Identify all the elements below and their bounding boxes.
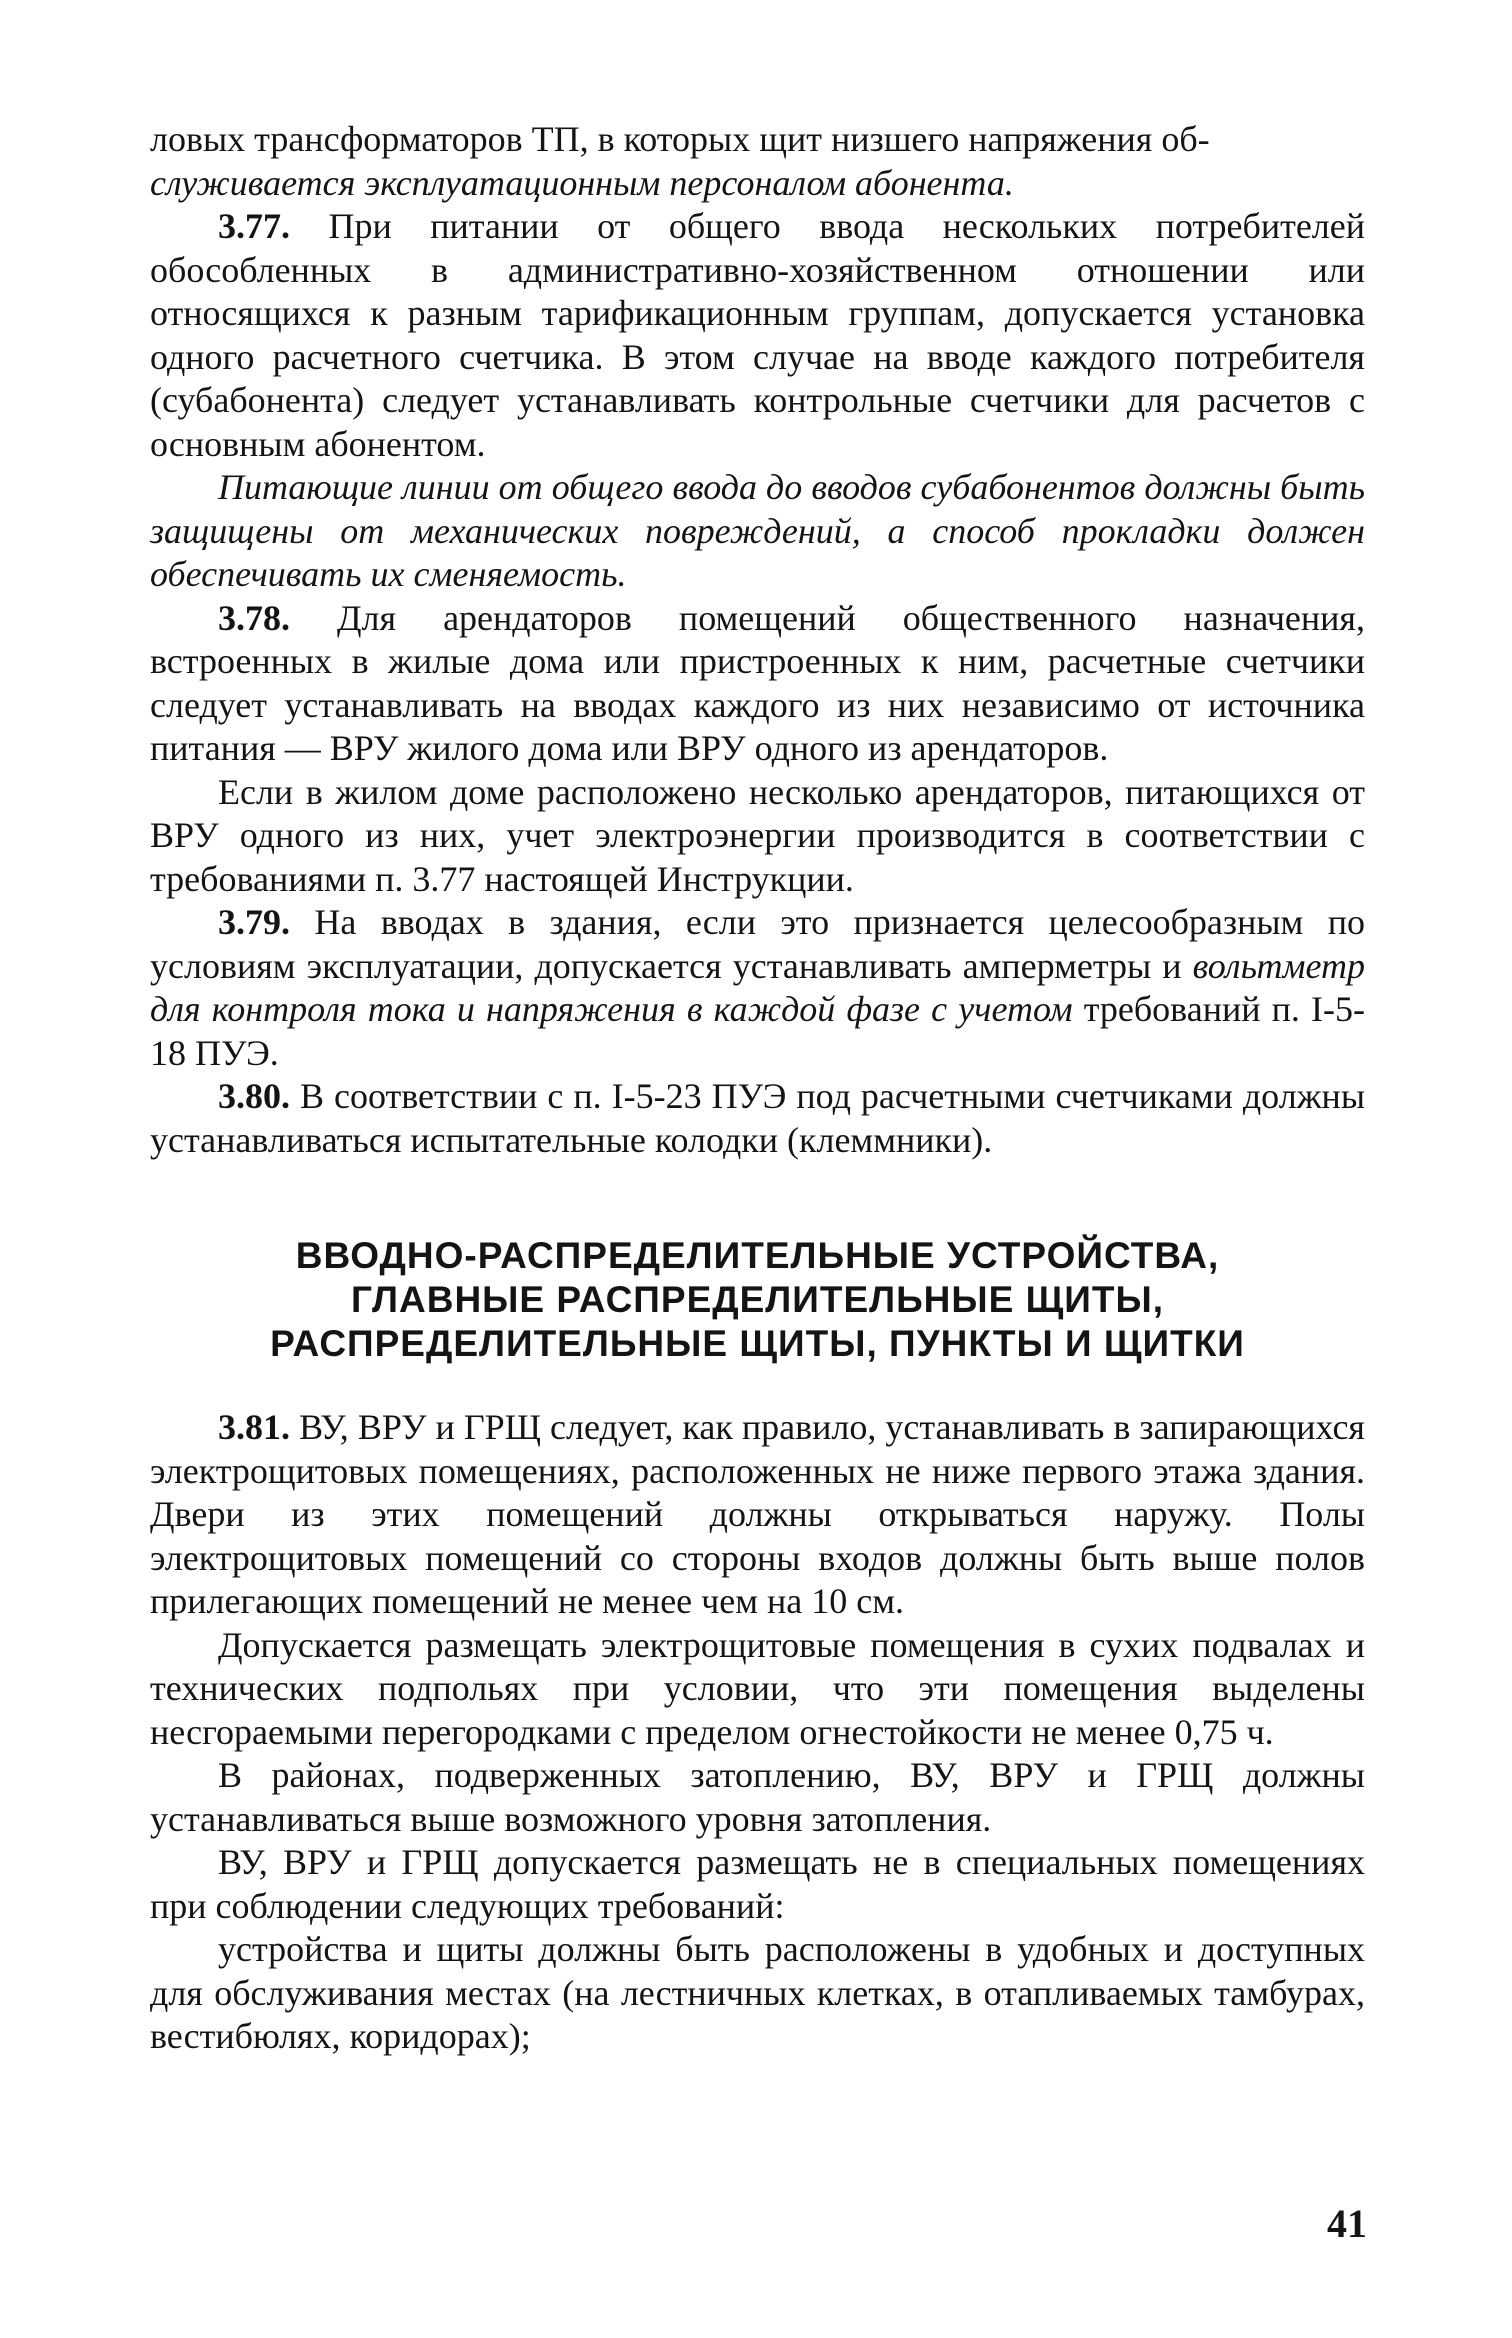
paragraph-3-77-b: Питающие линии от общего ввода до вводов субабонентов должны быть защищены от механических повреждений, а способ прокладки должен обеспечивать их сменяемость. bbox=[150, 467, 1365, 594]
paragraph-3-81-b: Допускается размещать электрощитовые помещения в сухих подвалах и технических подпольях при условии, что эти помещения выделены несгораемыми перегородками с пределом огнестойкости не менее 0,75 ч. bbox=[150, 1624, 1365, 1752]
clause-number: 3.78. bbox=[218, 597, 290, 638]
section-heading bbox=[150, 1234, 1365, 1366]
paragraph-text: ВУ, ВРУ и ГРЩ следует, как правило, устанавливать в запирающихся электрощитовых помещениях, расположенных не ниже первого этажа здания. Двери из этих помещений должны открываться наружу. Полы электрощитовых помещений со стороны входов должны быть выше полов прилегающих помещений не менее чем на 10 см. bbox=[150, 1407, 1365, 1621]
clause-number: 3.80. bbox=[218, 1076, 290, 1116]
paragraph-3-78-b: Если в жилом доме расположено несколько арендаторов, питающихся от ВРУ одного из них, учет электроэнергии производится в соответствии с требованиями п. 3.77 настоящей Инструкции. bbox=[150, 771, 1365, 899]
paragraph-3-77 bbox=[150, 205, 1365, 466]
paragraph-text: При питании от общего ввода нескольких потребителей обособленных в административно-хозяйственном отношении или относящихся к разным тарификационным группам, допускается установка одного расчетного счетчика. В этом случае на вводе каждого потребителя (субабонента) следует устанавливать контрольные счетчики для расчетов с основным абонентом. bbox=[150, 206, 1366, 464]
paragraph-3-78 bbox=[150, 597, 1365, 771]
page-number: 41 bbox=[1327, 2201, 1367, 2246]
intro-line-2: служивается эксплуатационным персоналом абонента. bbox=[150, 162, 1014, 203]
paragraph-3-81-d: ВУ, ВРУ и ГРЩ допускается размещать не в специальных помещениях при соблюдении следующих требований: bbox=[150, 1842, 1365, 1926]
heading-line-2: ГЛАВНЫЕ РАСПРЕДЕЛИТЕЛЬНЫЕ ЩИТЫ, bbox=[351, 1279, 1164, 1320]
paragraph-text: В соответствии с п. I-5-23 ПУЭ под расчетными счетчиками должны устанавливаться испытательные колодки (клеммники). bbox=[150, 1076, 1366, 1160]
clause-number: 3.77. bbox=[218, 206, 290, 246]
paragraph-text-italic: вольтметр для контроля тока и напряжения в каждой фазе с учетом bbox=[150, 945, 1365, 1029]
heading-line-3: РАСПРЕДЕЛИТЕЛЬНЫЕ ЩИТЫ, ПУНКТЫ И ЩИТКИ bbox=[270, 1323, 1245, 1364]
paragraph-3-80 bbox=[150, 1075, 1365, 1162]
clause-number: 3.79. bbox=[218, 902, 290, 942]
paragraph-text: На вводах в здания, если это признается целесообразным по условиям эксплуатации, допускается устанавливать амперметры и bbox=[150, 902, 1365, 986]
intro-line-1: ловых трансформаторов ТП, в которых щит низшего напряжения об- bbox=[150, 119, 1210, 159]
paragraph-text-end: требований п. I-5-18 ПУЭ. bbox=[150, 989, 1366, 1073]
paragraph-3-81 bbox=[150, 1406, 1365, 1624]
heading-line-1: ВВОДНО-РАСПРЕДЕЛИТЕЛЬНЫЕ УСТРОЙСТВА, bbox=[295, 1235, 1220, 1276]
paragraph-text: Для арендаторов помещений общественного назначения, встроенных в жилые дома или пристроенных к ним, расчетные счетчики следует устанавливать на вводах каждого из них независимо от источника питания — ВРУ жилого дома или ВРУ одного из арендаторов. bbox=[150, 597, 1365, 768]
paragraph-3-81-c: В районах, подверженных затоплению, ВУ, ВРУ и ГРЩ должны устанавливаться выше возможного уровня затопления. bbox=[150, 1755, 1365, 1839]
paragraph-3-79 bbox=[150, 901, 1365, 1075]
clause-number: 3.81. bbox=[218, 1407, 290, 1447]
paragraph-3-81-e: устройства и щиты должны быть расположены в удобных и доступных для обслуживания местах (на лестничных клетках, в отапливаемых тамбурах, вестибюлях, коридорах); bbox=[150, 1929, 1365, 2056]
page-body bbox=[150, 118, 1365, 2059]
